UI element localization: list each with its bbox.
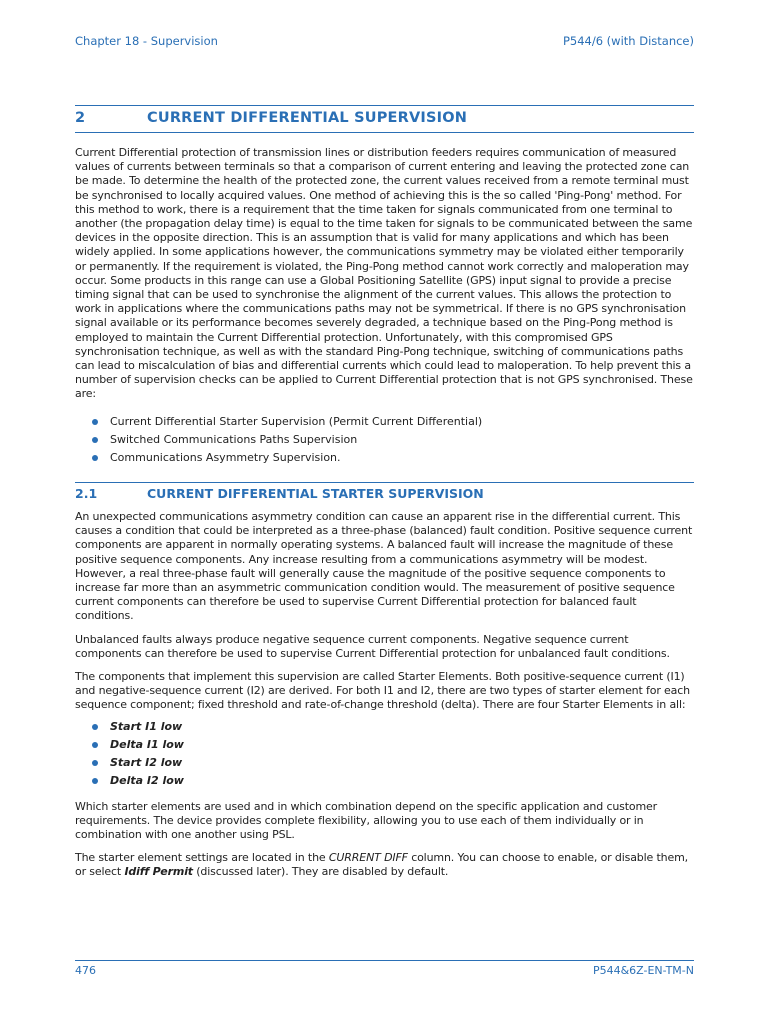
list-item-text: Switched Communications Paths Supervision xyxy=(110,433,358,446)
intro-paragraph: Current Differential protection of transmission lines or distribution feeders requires communication of measured values of currents between terminals so that a comparison of current entering and leaving the protected zone can be made. To determine the health of the protected zone, the current values received from a remote terminal must be synchronised to locally acquired values. One method of achieving this is the so called 'Ping-Pong' method. For this method to work, there is a requirement that the time taken for signals communicated from one terminal to another (the propagation delay time) is equal to the time taken for signals to be communicated between the same devices in the opposite direction. This is an assumption that is valid for many applications and which has been widely applied. In some applications however, the communications symmetry may be violated either temporarily or permanently. If the requirement is violated, the Ping-Pong method cannot work correctly and maloperation may occur. Some products in this range can use a Global Positioning Satellite (GPS) input signal to provide a precise timing signal that can be used to synchronise the alignment of the current values. This allows the protection to work in applications where the communications paths may not be symmetrical. If there is no GPS synchronisation signal available or its performance becomes severely degraded, a technique based on the Ping-Pong method is employed to maintain the Current Differential protection. Unfortunately, with this compromised GPS synchronisation technique, as well as with the standard Ping-Pong technique, switching of communications paths can lead to miscalculation of bias and differential currents which could lead to maloperation. To help prevent this a number of supervision checks can be applied to Current Differential protection that is not GPS synchronised. These are: xyxy=(75,146,693,401)
paragraph-flexibility: Which starter elements are used and in which combination depend on the specific application and customer requirements. The device provides complete flexibility, allowing you to use each of them individually or in combination with one another using PSL. xyxy=(75,800,658,842)
bullet-icon xyxy=(92,419,98,425)
subsection-title: CURRENT DIFFERENTIAL STARTER SUPERVISION xyxy=(147,486,484,501)
settings-option-name: Idiff Permit xyxy=(124,865,193,879)
settings-column-name: CURRENT DIFF xyxy=(328,851,408,864)
chapter-title: Chapter 18 - Supervision xyxy=(75,34,218,48)
paragraph-positive-sequence: An unexpected communications asymmetry condition can cause an apparent rise in the differential current. This causes a condition that could be interpreted as a three-phase (balanced) fault condition. Positive sequence current components are apparent in normally operating systems. A balanced fault will increase the magnitude of these positive sequence components. Any increase resulting from a communications asymmetry will be modest. However, a real three-phase fault will generally cause the magnitude of the positive sequence components to increase far more than an asymmetric communication condition would. The measurement of positive sequence current components can therefore be used to supervise Current Differential protection for balanced fault conditions. xyxy=(75,510,693,623)
footer-rule xyxy=(75,960,694,961)
paragraph-settings xyxy=(75,851,694,879)
subsection-rule xyxy=(75,482,694,483)
list-item xyxy=(92,754,692,772)
product-name: P544/6 (with Distance) xyxy=(562,34,694,48)
document-code: P544&6Z-EN-TM-N xyxy=(592,964,694,977)
settings-text-1: The starter element settings are located in the xyxy=(75,851,329,864)
list-item xyxy=(92,413,692,431)
subsection-number: 2.1 xyxy=(75,486,98,501)
bullet-icon xyxy=(92,724,98,730)
bullet-icon xyxy=(92,455,98,461)
paragraph-starter-elements: The components that implement this supervision are called Starter Elements. Both positive-sequence current (I1) and negative-sequence current (I2) are derived. For both I1 and I2, there are two types of starter element for each sequence component; fixed threshold and rate-of-change threshold (delta). There are four Starter Elements in all: xyxy=(75,670,690,712)
bullet-icon xyxy=(92,742,98,748)
list-item xyxy=(92,772,692,790)
settings-text-2: column. You can choose to enable, or disable them, or select xyxy=(75,851,689,879)
paragraph-negative-sequence: Unbalanced faults always produce negative sequence current components. Negative sequence current components can therefore be used to supervise Current Differential protection for unbalanced fault conditions. xyxy=(75,633,670,661)
list-item xyxy=(92,449,692,467)
list-item xyxy=(92,431,692,449)
section-rule-top xyxy=(75,105,694,106)
section-title: CURRENT DIFFERENTIAL SUPERVISION xyxy=(147,110,468,126)
list-item xyxy=(92,736,692,754)
list-item-text: Start I1 low xyxy=(110,720,183,733)
bullet-icon xyxy=(92,760,98,766)
list-item-text: Current Differential Starter Supervision (Permit Current Differential) xyxy=(110,415,483,428)
section-rule-bottom xyxy=(75,132,694,133)
list-item-text: Delta I2 low xyxy=(110,774,184,787)
list-item xyxy=(92,718,692,736)
page-header xyxy=(75,34,694,52)
list-item-text: Communications Asymmetry Supervision. xyxy=(110,451,341,464)
supervision-checks-list xyxy=(92,413,692,467)
page-footer xyxy=(75,964,694,982)
section-number: 2 xyxy=(75,110,86,126)
settings-text-3: (discussed later). They are disabled by default. xyxy=(192,865,449,879)
starter-elements-list xyxy=(92,718,692,790)
list-item-text: Delta I1 low xyxy=(110,738,184,751)
list-item-text: Start I2 low xyxy=(110,756,183,769)
bullet-icon xyxy=(92,437,98,443)
bullet-icon xyxy=(92,778,98,784)
page-number: 476 xyxy=(75,964,96,977)
